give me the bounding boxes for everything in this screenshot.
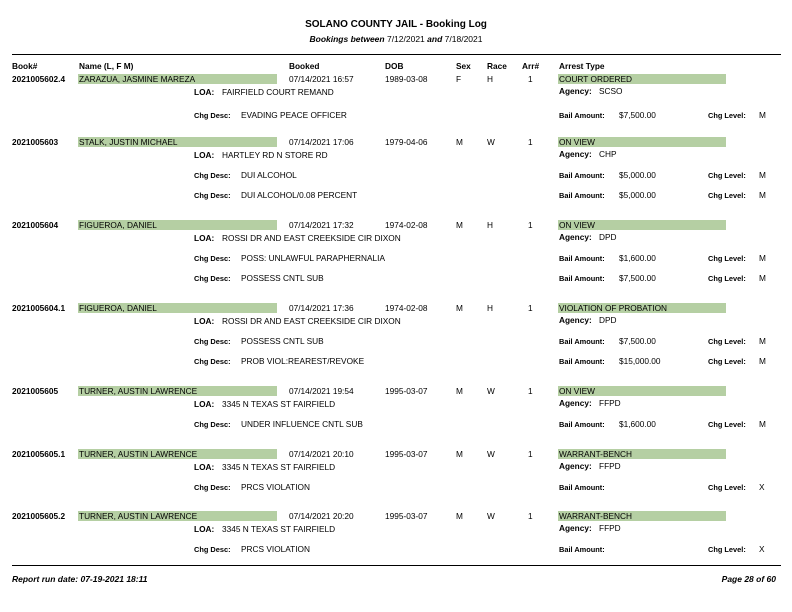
arrest-number: 1 <box>528 303 533 313</box>
loa-value: 3345 N TEXAS ST FAIRFIELD <box>222 462 336 472</box>
agency-value: FFPD <box>599 523 621 533</box>
bail-amount-value: $5,000.00 <box>619 170 656 180</box>
chg-level-value: X <box>759 482 765 492</box>
loa-value: ROSSI DR AND EAST CREEKSIDE CIR DIXON <box>222 316 401 326</box>
chg-level-value: M <box>759 419 766 429</box>
race: W <box>487 511 495 521</box>
sex: M <box>456 220 463 230</box>
date-of-birth: 1979-04-06 <box>385 137 428 147</box>
col-header-booked: Booked <box>289 61 320 71</box>
agency-value: SCSO <box>599 86 623 96</box>
book-number: 2021005605 <box>12 386 59 396</box>
loa-value: ROSSI DR AND EAST CREEKSIDE CIR DIXON <box>222 233 401 243</box>
chg-desc-label: Chg Desc: <box>194 274 231 283</box>
chg-desc-value: DUI ALCOHOL <box>241 170 297 180</box>
race: W <box>487 449 495 459</box>
loa-label: LOA: <box>194 316 215 326</box>
chg-desc-value: PRCS VIOLATION <box>241 544 311 554</box>
booked-datetime: 07/14/2021 17:36 <box>289 303 354 313</box>
chg-level-value: M <box>759 170 766 180</box>
inmate-name: FIGUEROA, DANIEL <box>78 220 277 230</box>
agency-label: Agency: <box>559 398 592 408</box>
date-of-birth: 1995-03-07 <box>385 511 428 521</box>
booked-datetime: 07/14/2021 19:54 <box>289 386 354 396</box>
bail-amount-label: Bail Amount: <box>559 483 605 492</box>
bail-amount-label: Bail Amount: <box>559 191 605 200</box>
subtitle-prefix: Bookings between <box>309 34 385 44</box>
chg-desc-value: POSS: UNLAWFUL PARAPHERNALIA <box>241 253 385 263</box>
agency-value: CHP <box>599 149 617 159</box>
sex: M <box>456 449 463 459</box>
chg-level-label: Chg Level: <box>708 254 746 263</box>
bail-amount-value: $15,000.00 <box>619 356 661 366</box>
subtitle-and: and <box>427 34 443 44</box>
loa-label: LOA: <box>194 233 215 243</box>
booked-datetime: 07/14/2021 17:06 <box>289 137 354 147</box>
report-run-date: Report run date: 07-19-2021 18:11 <box>12 574 148 584</box>
book-number: 2021005603 <box>12 137 59 147</box>
race: H <box>487 220 493 230</box>
col-header-arrest-type: Arrest Type <box>559 61 605 71</box>
chg-level-label: Chg Level: <box>708 483 746 492</box>
date-of-birth: 1974-02-08 <box>385 303 428 313</box>
agency-value: FFPD <box>599 398 621 408</box>
chg-desc-value: PRCS VIOLATION <box>241 482 311 492</box>
loa-value: 3345 N TEXAS ST FAIRFIELD <box>222 399 336 409</box>
date-of-birth: 1995-03-07 <box>385 386 428 396</box>
sex: F <box>456 74 462 84</box>
chg-level-value: M <box>759 253 766 263</box>
booked-datetime: 07/14/2021 17:32 <box>289 220 354 230</box>
col-header-sex: Sex <box>456 61 471 71</box>
loa-label: LOA: <box>194 399 215 409</box>
booked-datetime: 07/14/2021 20:10 <box>289 449 354 459</box>
agency-label: Agency: <box>559 315 592 325</box>
arrest-type: WARRANT-BENCH <box>558 511 726 521</box>
chg-desc-label: Chg Desc: <box>194 337 231 346</box>
chg-level-value: M <box>759 336 766 346</box>
race: W <box>487 137 495 147</box>
chg-level-label: Chg Level: <box>708 274 746 283</box>
arrest-type: COURT ORDERED <box>558 74 726 84</box>
arrest-type: VIOLATION OF PROBATION <box>558 303 726 313</box>
chg-desc-label: Chg Desc: <box>194 171 231 180</box>
agency-label: Agency: <box>559 232 592 242</box>
report-subtitle <box>0 34 792 44</box>
inmate-name: FIGUEROA, DANIEL <box>78 303 277 313</box>
chg-desc-label: Chg Desc: <box>194 111 231 120</box>
arrest-number: 1 <box>528 511 533 521</box>
agency-label: Agency: <box>559 461 592 471</box>
race: W <box>487 386 495 396</box>
book-number: 2021005605.1 <box>12 449 66 459</box>
chg-level-value: M <box>759 190 766 200</box>
footer-rule <box>12 565 781 566</box>
bail-amount-value: $1,600.00 <box>619 253 656 263</box>
bail-amount-label: Bail Amount: <box>559 357 605 366</box>
bail-amount-label: Bail Amount: <box>559 171 605 180</box>
agency-value: DPD <box>599 315 617 325</box>
inmate-name: ZARAZUA, JASMINE MAREZA <box>78 74 277 84</box>
loa-label: LOA: <box>194 150 215 160</box>
chg-desc-label: Chg Desc: <box>194 545 231 554</box>
start-date: 7/12/2021 <box>386 34 425 44</box>
bail-amount-label: Bail Amount: <box>559 545 605 554</box>
chg-level-value: M <box>759 110 766 120</box>
book-number: 2021005604.1 <box>12 303 66 313</box>
agency-value: DPD <box>599 232 617 242</box>
sex: M <box>456 386 463 396</box>
race: H <box>487 303 493 313</box>
header-top-rule <box>12 54 781 55</box>
arrest-type: ON VIEW <box>558 137 726 147</box>
inmate-name: TURNER, AUSTIN LAWRENCE <box>78 386 277 396</box>
chg-level-label: Chg Level: <box>708 357 746 366</box>
col-header-race: Race <box>487 61 507 71</box>
arrest-number: 1 <box>528 386 533 396</box>
sex: M <box>456 137 463 147</box>
bail-amount-label: Bail Amount: <box>559 254 605 263</box>
col-header-arr: Arr# <box>522 61 540 71</box>
agency-label: Agency: <box>559 86 592 96</box>
bail-amount-value: $5,000.00 <box>619 190 656 200</box>
chg-level-value: M <box>759 356 766 366</box>
bail-amount-value: $7,500.00 <box>619 336 656 346</box>
chg-desc-value: UNDER INFLUENCE CNTL SUB <box>241 419 363 429</box>
inmate-name: TURNER, AUSTIN LAWRENCE <box>78 511 277 521</box>
loa-label: LOA: <box>194 524 215 534</box>
book-number: 2021005604 <box>12 220 59 230</box>
date-of-birth: 1995-03-07 <box>385 449 428 459</box>
chg-desc-label: Chg Desc: <box>194 357 231 366</box>
chg-level-label: Chg Level: <box>708 337 746 346</box>
loa-label: LOA: <box>194 87 215 97</box>
inmate-name: TURNER, AUSTIN LAWRENCE <box>78 449 277 459</box>
chg-desc-label: Chg Desc: <box>194 254 231 263</box>
arrest-number: 1 <box>528 449 533 459</box>
col-header-book: Book# <box>12 61 38 71</box>
report-title: SOLANO COUNTY JAIL - Booking Log <box>305 19 487 30</box>
chg-level-label: Chg Level: <box>708 545 746 554</box>
book-number: 2021005602.4 <box>12 74 66 84</box>
chg-desc-label: Chg Desc: <box>194 191 231 200</box>
loa-value: FAIRFIELD COURT REMAND <box>222 87 334 97</box>
chg-level-label: Chg Level: <box>708 171 746 180</box>
inmate-name: STALK, JUSTIN MICHAEL <box>78 137 277 147</box>
chg-level-label: Chg Level: <box>708 420 746 429</box>
bail-amount-label: Bail Amount: <box>559 274 605 283</box>
booked-datetime: 07/14/2021 16:57 <box>289 74 354 84</box>
bail-amount-value: $1,600.00 <box>619 419 656 429</box>
agency-value: FFPD <box>599 461 621 471</box>
chg-level-label: Chg Level: <box>708 191 746 200</box>
bail-amount-value: $7,500.00 <box>619 273 656 283</box>
chg-level-value: M <box>759 273 766 283</box>
arrest-number: 1 <box>528 220 533 230</box>
sex: M <box>456 303 463 313</box>
loa-label: LOA: <box>194 462 215 472</box>
chg-desc-label: Chg Desc: <box>194 420 231 429</box>
page-number: Page 28 of 60 <box>721 574 776 584</box>
race: H <box>487 74 493 84</box>
arrest-type: ON VIEW <box>558 386 726 396</box>
chg-level-label: Chg Level: <box>708 111 746 120</box>
chg-desc-value: EVADING PEACE OFFICER <box>241 110 347 120</box>
date-of-birth: 1974-02-08 <box>385 220 428 230</box>
chg-desc-value: POSSESS CNTL SUB <box>241 273 324 283</box>
sex: M <box>456 511 463 521</box>
booked-datetime: 07/14/2021 20:20 <box>289 511 354 521</box>
col-header-dob: DOB <box>385 61 404 71</box>
date-of-birth: 1989-03-08 <box>385 74 428 84</box>
loa-value: 3345 N TEXAS ST FAIRFIELD <box>222 524 336 534</box>
bail-amount-value: $7,500.00 <box>619 110 656 120</box>
end-date: 7/18/2021 <box>444 34 483 44</box>
arrest-number: 1 <box>528 74 533 84</box>
bail-amount-label: Bail Amount: <box>559 337 605 346</box>
book-number: 2021005605.2 <box>12 511 66 521</box>
bail-amount-label: Bail Amount: <box>559 420 605 429</box>
agency-label: Agency: <box>559 149 592 159</box>
arrest-type: ON VIEW <box>558 220 726 230</box>
arrest-type: WARRANT-BENCH <box>558 449 726 459</box>
col-header-name: Name (L, F M) <box>79 61 134 71</box>
bail-amount-label: Bail Amount: <box>559 111 605 120</box>
arrest-number: 1 <box>528 137 533 147</box>
chg-desc-value: DUI ALCOHOL/0.08 PERCENT <box>241 190 358 200</box>
chg-desc-label: Chg Desc: <box>194 483 231 492</box>
chg-level-value: X <box>759 544 765 554</box>
agency-label: Agency: <box>559 523 592 533</box>
loa-value: HARTLEY RD N STORE RD <box>222 150 328 160</box>
chg-desc-value: POSSESS CNTL SUB <box>241 336 324 346</box>
chg-desc-value: PROB VIOL:REAREST/REVOKE <box>241 356 365 366</box>
